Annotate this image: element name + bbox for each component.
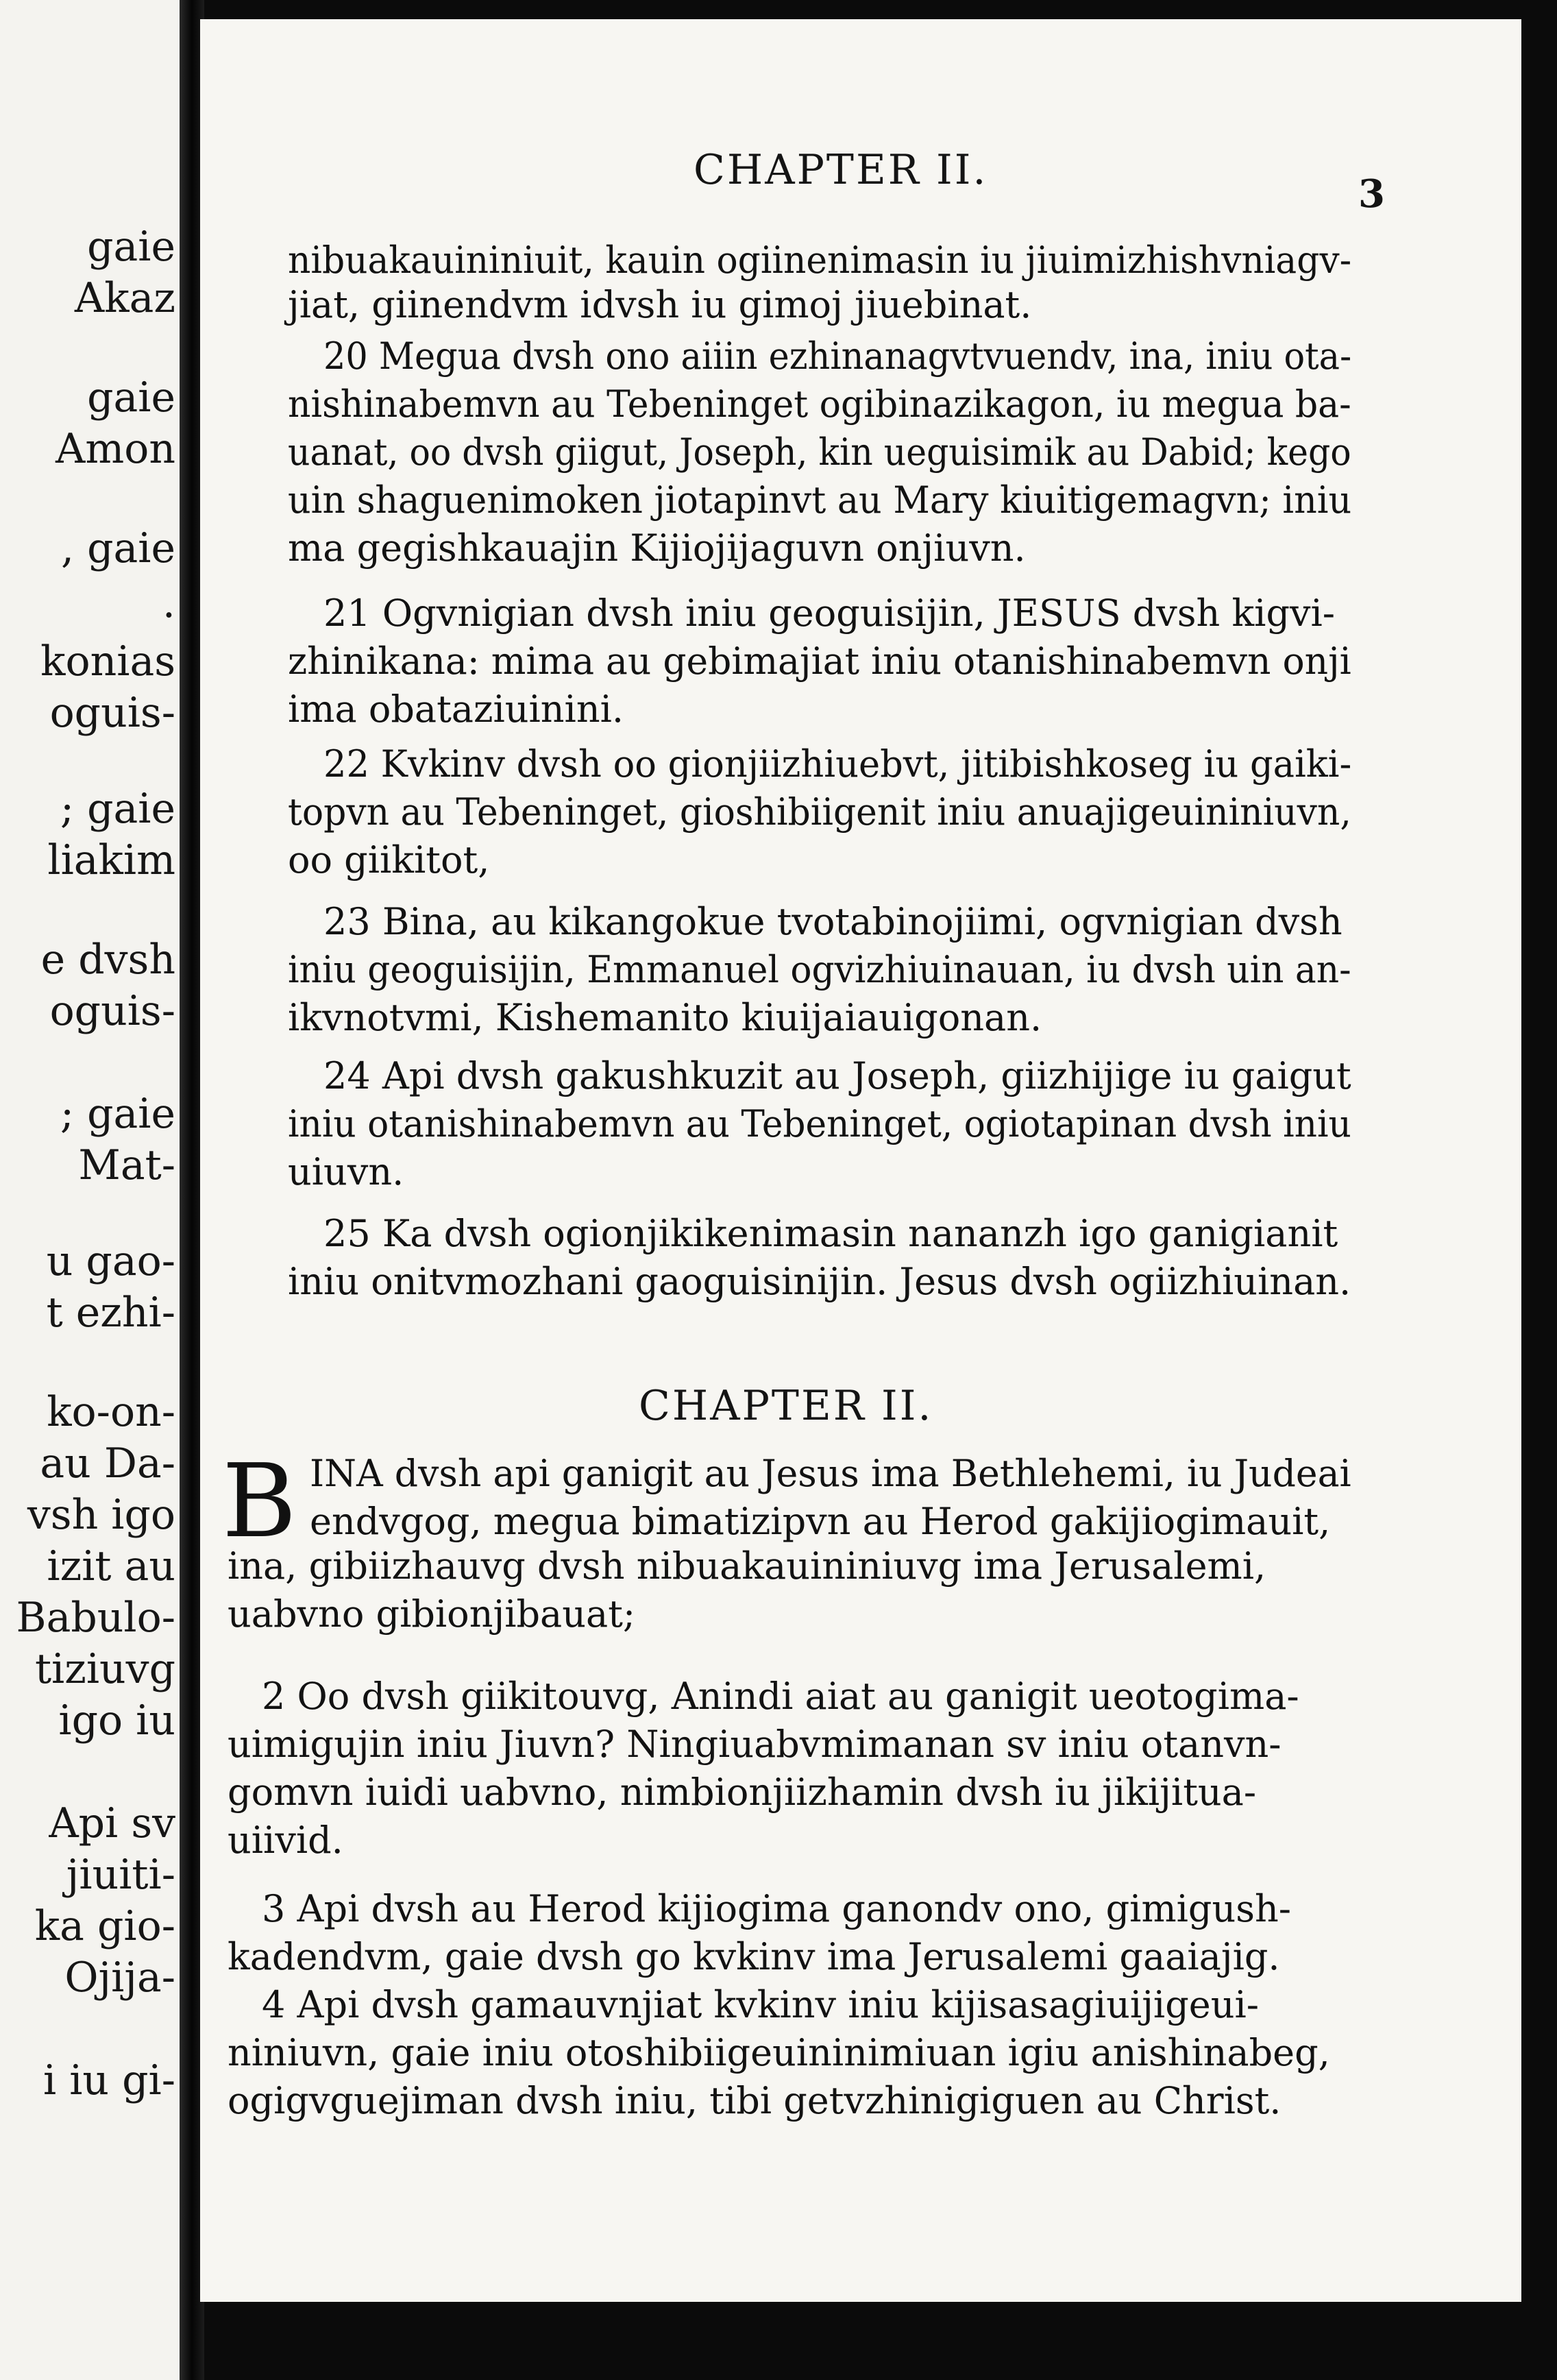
text-line: endvgog, megua bimatizipvn au Herod gakijiogimauit, — [310, 1500, 1331, 1543]
text-line: iniu geoguisijin, Emmanuel ogvizhiuinauan, iu dvsh uin an- — [288, 948, 1351, 991]
left-page-line: igo iu — [58, 1697, 175, 1745]
text-line: ima obataziuinini. — [288, 688, 624, 731]
text-line: 4 Api dvsh gamauvnjiat kvkinv iniu kijisasagiuijigeui- — [262, 1983, 1260, 2026]
text-line: 24 Api dvsh gakushkuzit au Joseph, giizhijige iu gaigut — [323, 1054, 1351, 1097]
left-page-line: oguis- — [49, 689, 175, 737]
left-page-line: ; gaie — [60, 785, 175, 833]
text-line: uabvno gibionjibauat; — [228, 1592, 636, 1636]
left-page-line: e dvsh — [40, 936, 175, 984]
left-facing-page — [0, 0, 184, 2380]
text-line: topvn au Tebeninget, gioshibiigenit iniu anuajigeuininiuvn, — [288, 790, 1351, 834]
running-head: CHAPTER II. — [694, 146, 988, 194]
left-page-line: t ezhi- — [46, 1289, 175, 1337]
right-page — [200, 19, 1521, 2302]
left-page-line: , gaie — [60, 524, 175, 572]
text-line: iniu onitvmozhani gaoguisinijin. Jesus dvsh ogiizhiuinan. — [288, 1260, 1351, 1303]
text-line: 2 Oo dvsh giikitouvg, Anindi aiat au ganigit ueotogima- — [262, 1675, 1299, 1718]
left-page-line: u gao- — [46, 1237, 175, 1285]
text-line: ogigvguejiman dvsh iniu, tibi getvzhinigiguen au Christ. — [228, 2079, 1282, 2122]
left-page-line: Akaz — [74, 274, 175, 322]
text-line: 21 Ogvnigian dvsh iniu geoguisijin, JESUS dvsh kigvi- — [323, 592, 1336, 635]
text-line: 20 Megua dvsh ono aiiin ezhinanagvtvuendv, ina, iniu ota- — [323, 335, 1352, 378]
text-line: ikvnotvmi, Kishemanito kiuijaiauigonan. — [288, 996, 1042, 1039]
text-line: uiivid. — [228, 1819, 343, 1862]
left-page-line: ; gaie — [60, 1090, 175, 1138]
drop-cap: B — [222, 1442, 297, 1560]
text-line: jiat, giinendvm idvsh iu gimoj jiuebinat. — [288, 283, 1032, 326]
left-page-line: au Da- — [40, 1440, 175, 1487]
left-page-line: i iu gi- — [42, 2056, 175, 2104]
left-page-line: Mat- — [78, 1141, 175, 1189]
text-line: uin shaguenimoken jiotapinvt au Mary kiuitigemagvn; iniu — [288, 478, 1352, 522]
left-page-line: Ojija- — [64, 1954, 175, 2002]
left-page-line: oguis- — [49, 987, 175, 1035]
text-line: oo giikitot, — [288, 838, 490, 882]
chapter-heading: CHAPTER II. — [639, 1382, 933, 1430]
left-page-line: gaie — [87, 374, 175, 422]
text-line: 25 Ka dvsh ogionjikikenimasin nananzh igo ganigianit — [323, 1212, 1338, 1255]
left-page-line: ko-on- — [47, 1388, 175, 1436]
left-page-line: konias — [40, 638, 175, 685]
text-line: iniu otanishinabemvn au Tebeninget, ogiotapinan dvsh iniu — [288, 1102, 1351, 1145]
text-line: uanat, oo dvsh giigut, Joseph, kin ueguisimik au Dabid; kego — [288, 430, 1351, 474]
left-page-line: jiuiti- — [66, 1851, 175, 1899]
left-page-line: liakim — [47, 836, 175, 884]
text-line: kadendvm, gaie dvsh go kvkinv ima Jerusalemi gaaiajig. — [228, 1935, 1280, 1978]
left-page-line: Babulo- — [16, 1594, 175, 1642]
text-line: nishinabemvn au Tebeninget ogibinazikagon, iu megua ba- — [288, 382, 1351, 426]
text-line: uimigujin iniu Jiuvn? Ningiuabvmimanan sv iniu otanvn- — [228, 1723, 1282, 1766]
left-page-line: Amon — [56, 425, 175, 473]
page-number: 3 — [1358, 171, 1385, 217]
left-page-line: tiziuvg — [34, 1645, 175, 1693]
text-line: ma gegishkauajin Kijiojijaguvn onjiuvn. — [288, 526, 1026, 570]
text-line: nibuakauininiuit, kauin ogiinenimasin iu jiuimizhishvniagv- — [288, 239, 1352, 282]
text-line: 22 Kvkinv dvsh oo gionjiizhiuebvt, jitibishkoseg iu gaiki- — [323, 742, 1352, 786]
left-page-line: vsh igo — [27, 1491, 175, 1539]
text-line: uiuvn. — [288, 1150, 404, 1193]
left-page-line: gaie — [87, 223, 175, 271]
text-line: zhinikana: mima au gebimajiat iniu otanishinabemvn onji — [288, 640, 1351, 683]
text-line: 23 Bina, au kikangokue tvotabinojiimi, ogvnigian dvsh — [323, 900, 1343, 943]
text-line: niniuvn, gaie iniu otoshibiigeuininimiuan igiu anishinabeg, — [228, 2031, 1330, 2074]
text-line: INA dvsh api ganigit au Jesus ima Bethlehemi, iu Judeai — [310, 1452, 1351, 1495]
left-page-line: Api sv — [49, 1799, 175, 1847]
left-page-line: . — [162, 579, 175, 627]
text-line: ina, gibiizhauvg dvsh nibuakauininiuvg ima Jerusalemi, — [228, 1544, 1266, 1588]
left-page-line: ka gio- — [34, 1902, 175, 1950]
text-line: 3 Api dvsh au Herod kijiogima ganondv ono, gimigush- — [262, 1887, 1292, 1930]
text-line: gomvn iuidi uabvno, nimbionjiizhamin dvsh iu jikijitua- — [228, 1771, 1257, 1814]
left-page-line: izit au — [47, 1542, 175, 1590]
